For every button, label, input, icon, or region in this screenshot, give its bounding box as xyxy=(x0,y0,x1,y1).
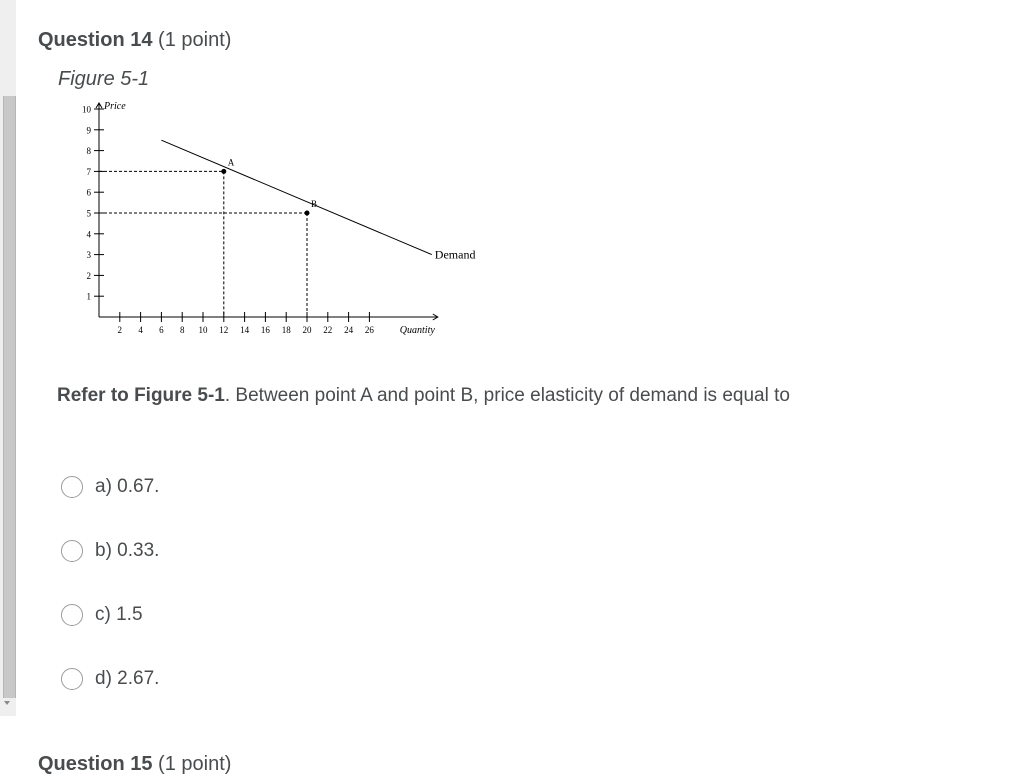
x-tick-label: 4 xyxy=(138,325,143,335)
option-d-label: d) 2.67. xyxy=(95,668,160,689)
chart-guides xyxy=(99,171,307,317)
option-a[interactable] xyxy=(61,474,159,500)
x-tick-label: 12 xyxy=(219,325,229,335)
demand-label: Demand xyxy=(434,247,476,262)
option-b-label: b) 0.33. xyxy=(95,540,160,561)
x-tick-label: 22 xyxy=(323,325,333,335)
option-c-label: c) 1.5 xyxy=(95,604,143,625)
x-tick-label: 24 xyxy=(344,325,354,335)
point-b xyxy=(305,211,310,216)
question-text-rest: . Between point A and point B, price elasticity of demand is equal to xyxy=(224,385,790,406)
x-tick-label: 6 xyxy=(159,325,164,335)
point-a xyxy=(221,169,226,174)
chart-axes xyxy=(96,103,438,320)
y-tick-label: 2 xyxy=(86,270,91,281)
x-tick-label: 10 xyxy=(198,325,208,335)
y-tick-label: 7 xyxy=(86,166,91,177)
left-scroll-track[interactable] xyxy=(0,0,16,716)
y-axis-title: Price xyxy=(104,101,126,112)
demand-chart xyxy=(76,92,476,344)
radio-button-c[interactable] xyxy=(61,604,83,626)
y-tick-label: 6 xyxy=(86,187,91,198)
point-b-label: B xyxy=(311,199,318,209)
question-14-text xyxy=(57,383,857,408)
demand-curve xyxy=(161,140,431,254)
x-tick-label: 16 xyxy=(260,325,270,335)
y-tick-label: 5 xyxy=(86,208,91,219)
option-b[interactable] xyxy=(61,538,159,564)
option-c[interactable] xyxy=(61,602,143,628)
question-14-header xyxy=(38,29,231,52)
question-14-points: (1 point) xyxy=(158,29,232,51)
figure-title: Figure 5-1 xyxy=(58,68,150,90)
x-tick-label: 14 xyxy=(240,325,250,335)
scroll-down-arrow-icon[interactable] xyxy=(4,701,10,705)
y-tick-label: 3 xyxy=(86,250,91,261)
x-tick-label: 8 xyxy=(179,325,185,335)
question-15-points: (1 point) xyxy=(158,753,232,775)
option-a-label: a) 0.67. xyxy=(95,476,160,497)
x-tick-label: 18 xyxy=(281,325,291,335)
y-tick-label: 4 xyxy=(86,229,91,240)
x-tick-label: 26 xyxy=(364,325,374,335)
y-tick-label: 8 xyxy=(86,146,91,157)
left-scrollbar-thumb[interactable] xyxy=(3,96,16,698)
radio-button-d[interactable] xyxy=(61,668,83,690)
chart-ticks xyxy=(82,105,374,336)
y-tick-label: 9 xyxy=(86,125,91,136)
x-tick-label: 2 xyxy=(117,325,123,335)
radio-button-a[interactable] xyxy=(61,476,83,498)
x-tick-label: 20 xyxy=(302,325,312,335)
question-14-title: Question 14 xyxy=(38,29,153,51)
point-a-label: A xyxy=(227,157,235,168)
question-15-title: Question 15 xyxy=(38,753,153,775)
chart-series xyxy=(161,140,431,254)
radio-button-b[interactable] xyxy=(61,540,83,562)
y-tick-label: 10 xyxy=(82,104,91,115)
question-15-header xyxy=(38,753,231,776)
x-axis-title: Quantity xyxy=(399,325,435,336)
option-d[interactable] xyxy=(61,666,159,692)
y-tick-label: 1 xyxy=(86,291,91,302)
question-text-bold: Refer to Figure 5-1 xyxy=(57,385,225,406)
chart-labels xyxy=(103,101,475,336)
